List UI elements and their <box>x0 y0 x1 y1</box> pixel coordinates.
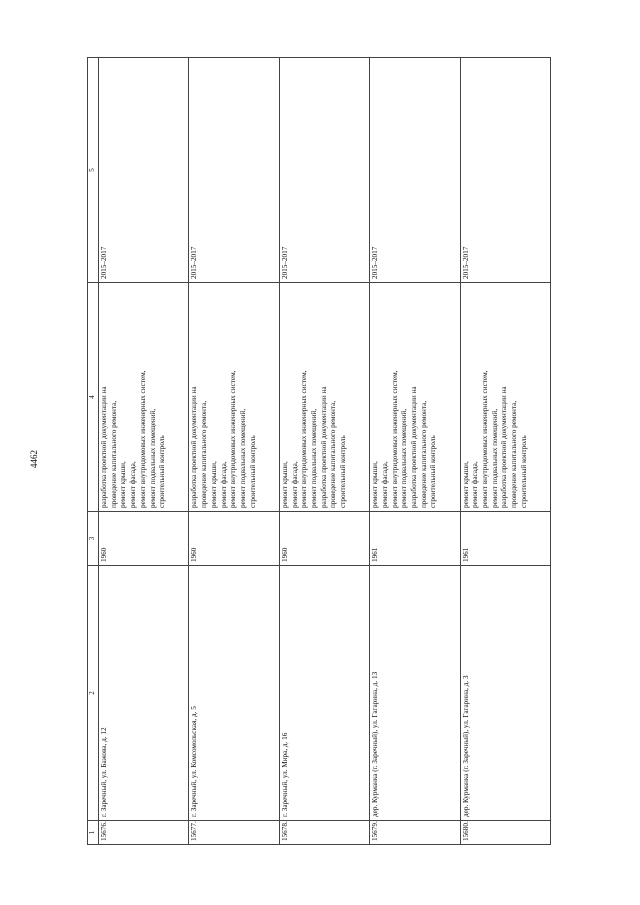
row-works <box>189 283 279 512</box>
work-line: ремонт подвальных помещений, <box>490 408 499 508</box>
table-body <box>99 58 551 845</box>
work-line: ремонт внутридомовых инженерных систем, <box>138 370 147 508</box>
work-line: строительный контроль <box>248 435 257 508</box>
work-line: ремонт внутридомовых инженерных систем, <box>390 370 399 508</box>
table-row <box>370 58 460 845</box>
work-line: ремонт фасада, <box>129 461 138 508</box>
row-year: 1961 <box>370 512 460 566</box>
table-row <box>279 58 369 845</box>
page-number: 4462 <box>29 450 39 468</box>
row-number: 15678. <box>279 821 369 845</box>
row-address: г. Заречный, ул. Мира, д. 16 <box>279 566 369 821</box>
work-line: проведение капитального ремонта, <box>329 400 338 508</box>
row-period: 2015–2017 <box>189 58 279 283</box>
work-line: ремонт крыши, <box>209 461 218 508</box>
row-year: 1960 <box>279 512 369 566</box>
table-row <box>460 58 550 845</box>
work-line: проведение капитального ремонта, <box>200 400 209 508</box>
work-line: проведение капитального ремонта, <box>510 400 519 508</box>
row-number: 15676. <box>99 821 189 845</box>
row-works <box>370 283 460 512</box>
header-col-5: 5 <box>88 58 99 283</box>
work-line: ремонт фасада, <box>380 461 389 508</box>
row-period: 2015–2017 <box>99 58 189 283</box>
work-line: ремонт крыши, <box>119 461 128 508</box>
work-line: ремонт фасада, <box>290 461 299 508</box>
row-works <box>99 283 189 512</box>
row-period: 2015–2017 <box>279 58 369 283</box>
work-line: разработка проектной документации на <box>190 386 199 508</box>
work-line: ремонт подвальных помещений, <box>309 408 318 508</box>
row-year: 1961 <box>460 512 550 566</box>
row-number: 15680. <box>460 821 550 845</box>
work-line: строительный контроль <box>339 435 348 508</box>
work-line: ремонт внутридомовых инженерных систем, <box>300 370 309 508</box>
row-year: 1960 <box>189 512 279 566</box>
row-works <box>279 283 369 512</box>
work-line: проведение капитального ремонта, <box>419 400 428 508</box>
row-number: 15679. <box>370 821 460 845</box>
work-line: ремонт подвальных помещений, <box>148 408 157 508</box>
work-line: разработка проектной документации на <box>500 386 509 508</box>
table-header <box>88 58 99 845</box>
header-col-1: 1 <box>88 821 99 845</box>
row-year: 1960 <box>99 512 189 566</box>
work-line: строительный контроль <box>158 435 167 508</box>
table-row <box>99 58 189 845</box>
row-period: 2015–2017 <box>460 58 550 283</box>
row-address: г. Заречный, ул. Бажова, д. 12 <box>99 566 189 821</box>
work-line: строительный контроль <box>519 435 528 508</box>
work-line: ремонт фасада, <box>471 461 480 508</box>
header-col-2: 2 <box>88 566 99 821</box>
work-line: ремонт крыши, <box>461 461 470 508</box>
header-col-4: 4 <box>88 283 99 512</box>
row-period: 2015–2017 <box>370 58 460 283</box>
buildings-table <box>87 57 551 845</box>
row-number: 15677. <box>189 821 279 845</box>
row-address: г. Заречный, ул. Комсомольская, д. 5 <box>189 566 279 821</box>
header-col-3: 3 <box>88 512 99 566</box>
work-line: разработка проектной документации на <box>410 386 419 508</box>
header-row <box>88 58 99 845</box>
rotated-table-container <box>87 83 551 845</box>
work-line: проведение капитального ремонта, <box>109 400 118 508</box>
work-line: строительный контроль <box>429 435 438 508</box>
work-line: разработка проектной документации на <box>100 386 108 508</box>
table-row <box>189 58 279 845</box>
work-line: ремонт подвальных помещений, <box>238 408 247 508</box>
work-line: ремонт подвальных помещений, <box>400 408 409 508</box>
work-line: разработка проектной документации на <box>319 386 328 508</box>
work-line: ремонт крыши, <box>371 461 380 508</box>
row-address: дер. Курманка (г. Заречный), ул. Гагарина, д. 13 <box>370 566 460 821</box>
row-address: дер. Курманка (г. Заречный), ул. Гагарина, д. 3 <box>460 566 550 821</box>
row-works <box>460 283 550 512</box>
work-line: ремонт фасада, <box>219 461 228 508</box>
work-line: ремонт внутридомовых инженерных систем, <box>481 370 489 508</box>
work-line: ремонт внутридомовых инженерных систем, <box>229 370 238 508</box>
work-line: ремонт крыши, <box>280 461 289 508</box>
